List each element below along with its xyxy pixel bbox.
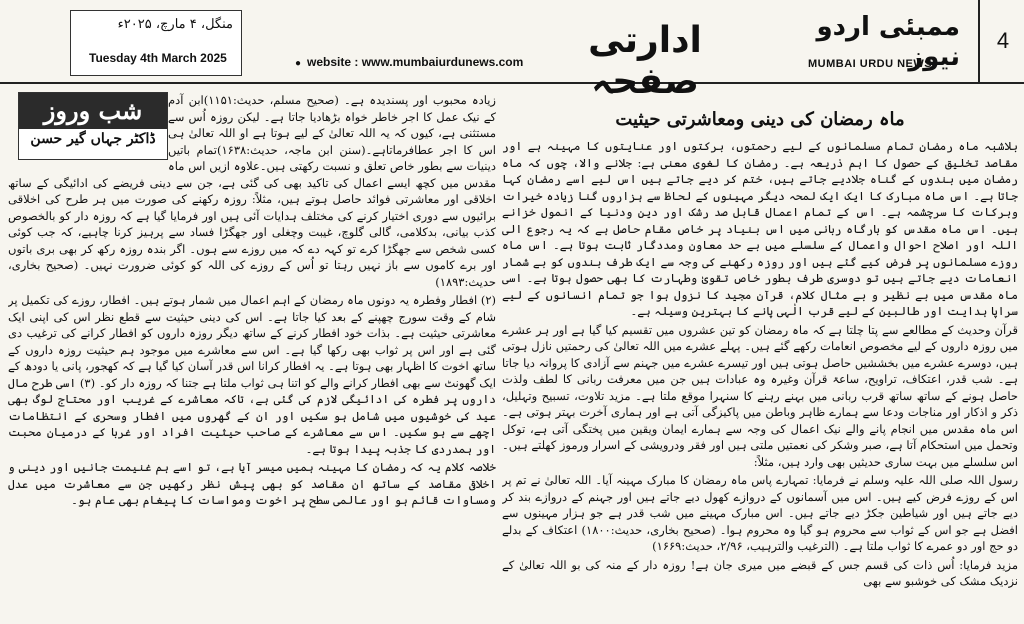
paragraph: (۲) افطار وفطرہ یہ دونوں ماہ رمضان کے اہم اعمال میں شمار ہوتے ہیں۔ افطار، روزے کی تکمیل پر شام کے وقت سورج چھپنے کے بعد کیا جاتا ہے۔ اس کی دینی حیثیت سے قطع نظر اس کی اپنی ایک معاشرتی حیثیت ہے۔ بذات خود افطار کرنے کے ساتھ دیگر روزہ داروں کو افطار کرانے کی ترغیب دی گئی ہے اور اس پر ثواب بھی رکھا گیا ہے۔ اس سے معاشرے میں موجود ہم حیثیت روزہ داروں کے ساتھ اخوت کا اظہار بھی ہوتا ہے۔ یہ افطار کرانا اس قدر آسان کیا گیا ہے کہ کھجور، پانی یا دودھ کے ایک گھونٹ سے بھی افطار کرانے والے کو اتنا ہی ثواب ملتا ہے جتنا کہ روزہ دار کو۔ (۳) اسی طرح مال داروں پر فطرہ کی ادائیگی لازم کی گئی ہے، تاکہ معاشرے کے غریب اور محتاج لوگ بھی عید کی خوشیوں میں شامل ہو سکیں اور ان کے گھروں میں افطار وسحری کے انتظامات اچھے سے ہو سکیں۔ اس سے معاشرے کے صاحب حیثیت افراد اور غربا کے درمیان محبت اور ہمدردی کا جذبہ پیدا ہوتا ہے۔ — [8, 293, 496, 456]
newspaper-logo — [800, 12, 960, 74]
logo-urdu: ممبئی اردو نیوز — [816, 12, 960, 72]
author-name: ڈاکٹر جہاں گیر حسن — [30, 131, 156, 147]
date-urdu: منگل، ۴ مارچ، ۲۰۲۵ء — [117, 17, 233, 32]
paragraph: رسول اللہ صلی اللہ علیہ وسلم نے فرمایا: تمہارے پاس ماہ رمضان کا مبارک مہینہ آیا۔ اللہ تعالیٰ نے تم پر اس کے روزے فرض کیے ہیں۔ اس میں آسمانوں کے دروازے کھول دیے جاتے ہیں اور جہنم کے دروازے بند کر دیے جاتے ہیں اور شیاطین جکڑ دیے جاتے ہیں۔ اس مبارک مہینے میں شب قدر ہے جو ہزار مہینوں سے افضل ہے جو اس کے ثواب سے محروم ہو گیا وہ محروم ہوا۔ (صحیح بخاری، حدیث:۱۸۰۰) اعتکاف کے بدلے دو حج اور دو عمرے کا ثواب ملتا ہے۔ (الترغیب والترہیب، ۲/۹۶، حدیث:۱۶۶۹) — [502, 473, 1018, 553]
column-logo — [18, 92, 168, 160]
right-column — [502, 92, 1018, 620]
page-number: 4 — [978, 0, 1024, 82]
column-name: شب وروز — [19, 93, 167, 129]
paragraph: خلاصہ کلام یہ کہ رمضان کا مہینہ ہمیں میسر آیا ہے، تو اسے ہم غنیمت جانیں اور دینی و اخلاقی مقاصد کے ساتھ ان مقاصد کو بھی پیش نظر رکھیں جن سے معاشرت میں عدل ومساوات قائم ہو اور عالمی سطح پر اخوت ومواسات کا پیغام بھی عام ہو۔ — [8, 460, 496, 507]
paragraph: بلاشبہ ماہ رمضان تمام مسلمانوں کے لیے رحمتوں، برکتوں اور عنایتوں کا مہینہ ہے اور مقاصد تخلیق کے حصول کا اہم ذریعہ ہے۔ رمضان کا لغوی معنی ہے: جلانے والا، چوں کہ ماہ رمضان میں بندوں کے گناہ جلادیے جاتے ہیں، ختم کر دیے جاتے ہیں اس لیے اسے رمضان کہا جاتا ہے۔ اس ماہ مبارک کا ایک ایک لمحہ دیگر مہینوں کے لحاظ سے ہزاروں گنا زیادہ خیرات وبرکات کا سرچشمہ ہے۔ اس کے تمام اعمال قابل صد رشک اور دین ودنیا کے انمول خزانے ہیں۔ اس ماہ مقدس کو بارگاہ ربانی میں اس بنیاد پر خاص مقام حاصل ہے کہ یہ رجوع الی اللہ اور اصلاح احوال واعمال کے سلسلے میں بے حد معاون ومددگار ثابت ہوتا ہے۔ اس ماہ روزے مسلمانوں پر فرض کیے گئے ہیں اور روزہ رکھنے کی وجہ سے ایک طرف بندوں کو بے شمار انعامات دیے جاتے ہیں تو دوسری طرف بطور خاص تقویٰ وطہارت کا بھی حصول ہوتا ہے۔ اسی ماہ مقدس میں بے نظیر و بے مثال کلام، قرآن مجید کا نزول ہوا جو تمام انسانوں کے لیے سراپا ہدایت اور طالبین کے لیے قرب الٰہی پانے کا بہترین وسیلہ ہے۔ — [502, 139, 1018, 318]
masthead — [0, 0, 1024, 102]
paragraph: مزید فرمایا: اُس ذات کی قسم جس کے قبضے میں میری جان ہے! روزہ دار کے منہ کی بو اللہ تعالیٰ کے نزدیک مشک کی خوشبو سے بھی — [502, 557, 1018, 588]
paragraph: قرآن وحدیث کے مطالعے سے پتا چلتا ہے کہ ماہ رمضان کو تین عشروں میں تقسیم کیا گیا ہے اور ہر عشرے میں روزہ داروں کے لیے مخصوص انعامات رکھے گئے ہیں۔ پہلے عشرے میں اللہ تعالیٰ کی رحمتیں نازل ہوتی ہیں، دوسرے عشرے میں بخششیں حاصل ہوتی ہیں اور تیسرے عشرے میں جہنم سے آزادی کا پروانہ دیا جاتا ہے۔ شب قدر، اعتکاف، تراویح، ساعۃ قرآن وغیرہ وہ عبادات ہیں جن میں معرفت ربانی کا لطف ولذت حاصل ہونے کے ساتھ ساتھ قرب ربانی میں بہنے رہنے کا سنہرا موقع ملتا ہے۔ مزید تلاوت، تسبیح وتہلیل، ذکر و اذکار اور مناجات ودعا سے ہمارے ظاہر وباطن میں پاکیزگی آتی ہے اور ہماری آخرت بہتر ہوتی ہے۔ اس ماہ مقدس میں انجام پانے والے نیک اعمال کی وجہ سے ہمارے ایمان ویقین میں پختگی آتی ہے، توکل وتحمل میں استحکام آتا ہے، صبر وشکر کی نعمتیں ملتی ہیں اور فقر ودرویشی کے اسرار ورموز کھلتے ہیں۔ اس سلسلے میں بہت ساری حدیثیں بھی وارد ہیں، مثلاً: — [502, 322, 1018, 469]
section-title: ادارتی صفحہ — [588, 20, 702, 102]
date-box — [70, 10, 242, 76]
paragraph: زیادہ محبوب اور پسندیدہ ہے۔ (صحیح مسلم، حدیث:۱۱۵۱)ابن آدم کے نیک عمل کا اجر خاطر خواہ بڑھادیا جاتا ہے۔ لیکن روزہ اُس سے مستثنی ہے، کیوں کہ یہ اللہ تعالیٰ کے لیے ہوتا ہے او اللہ تعالیٰ ہی اس کا اجر عطافرماتاہے۔(سنن ابن ماجہ، حدیث:۱۶۳۸)تمام باتیں دینیات سے بطور خاص تعلق و نسبت رکھتی ہیں۔علاوہ ازیں اس ماہ مقدس میں کچھ ایسے اعمال کی تاکید بھی کی گئی ہے، جن سے دینی فریضے کی ادائیگی کے ساتھ اخلاقی اور معاشرتی فوائد حاصل ہوتے ہیں، مثلاً: روزہ رکھنے کی صورت میں ہر طرح کی اخلاقی برائیوں سے دوری اختیار کرنے کی مختلف ہدایات آئی ہیں اور فرمایا گیا ہے کہ روزہ دار کو بالخصوص کذب بیانی، بدکلامی، گالی گلوچ، غیبت وچغلی اور جھگڑا فساد سے پرہیز کرنا چاہیے، کہ جب کوئی کسی شخص سے جھگڑا کرے تو کہہ دے کہ میں روزے سے ہوں۔ اگر بندہ روزہ رکھ کر بھی بری باتوں اور برے کاموں سے باز نہیں رہتا تو اُس کے روزے کی اللہ کو کوئی ضرورت نہیں۔ (صحیح بخاری، حدیث:۱۸۹۳) — [8, 93, 496, 289]
date-english: Tuesday 4th March 2025 — [89, 51, 227, 65]
website-link[interactable]: ● website : www.mumbaiurdunews.com — [295, 55, 523, 69]
logo-english: MUMBAI URDU NEWS — [808, 58, 933, 70]
article-title: ماہ رمضان کی دینی ومعاشرتی حیثیت — [615, 109, 905, 130]
left-column — [8, 92, 496, 620]
